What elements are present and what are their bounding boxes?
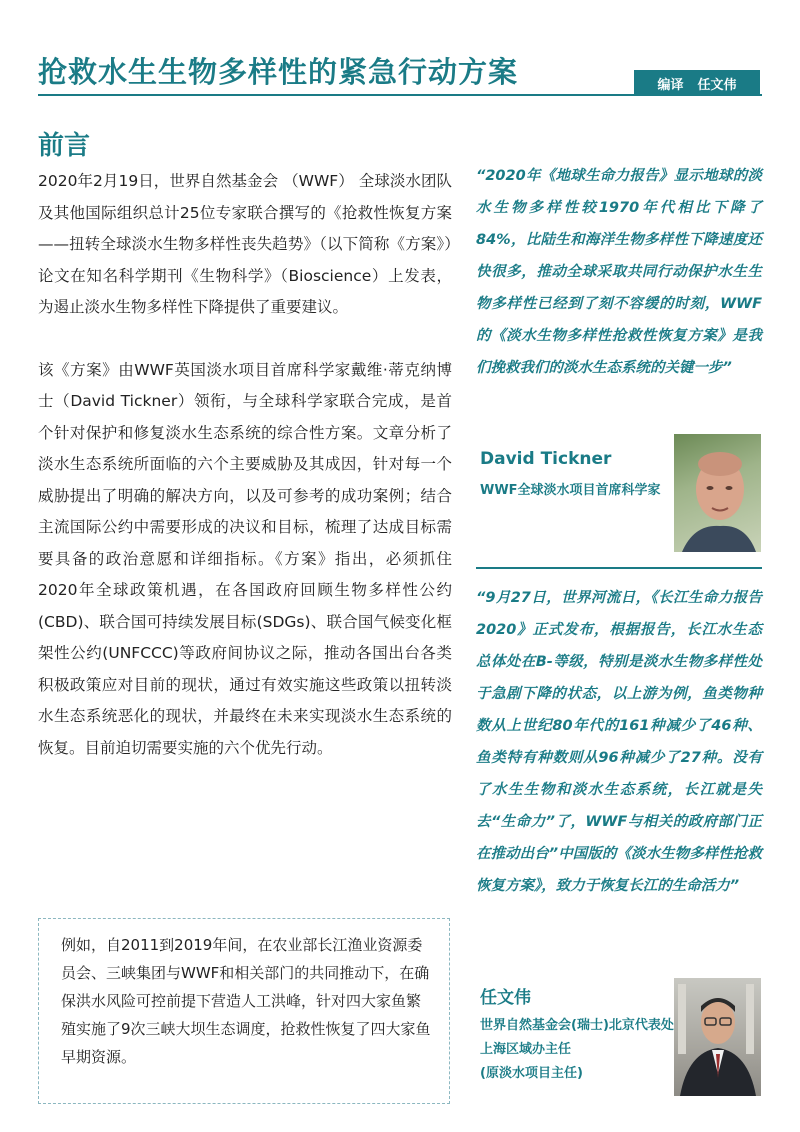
editor-badge <box>634 70 760 96</box>
sidebar-divider <box>476 567 762 569</box>
person-title-line: WWF全球淡水项目首席科学家 <box>480 483 661 498</box>
body-text <box>38 166 452 764</box>
editor-label: 编译 <box>657 77 684 93</box>
quote-1-person-title <box>480 479 661 503</box>
portrait-illustration <box>674 434 761 552</box>
editor-name: 任文伟 <box>697 77 737 93</box>
example-box: 例如，自2011到2019年间，在农业部长江渔业资源委员会、三峡集团与WWF和相关部门的共同推动下，在确保洪水风险可控前提下营造人工洪峰，针对四大家鱼繁殖实施了9次三峡大坝生态调度，抢救性恢复了四大家鱼早期资源。 <box>38 918 450 1104</box>
quote-2: “9月27日，世界河流日，《长江生命力报告2020》正式发布，根据报告，长江水生态总体处在B-等级，特别是淡水生物多样性处于急剧下降的状态，以上游为例，鱼类物种数从上世纪80年代的161种减少了46种、鱼类特有种数则从96种减少了27种。没有了水生生物和淡水生态系统，长江就是失去“生命力”了，WWF与相关的政府部门正在推动出台”中国版的《淡水生物多样性抢救恢复方案》，致力于恢复长江的生命活力” <box>476 590 762 894</box>
person-title-line: (原淡水项目主任) <box>480 1066 583 1081</box>
body-paragraph-2: 该《方案》由WWF英国淡水项目首席科学家戴维·蒂克纳博士（David Tickner）领衔，与全球科学家联合完成，是首个针对保护和修复淡水生态系统的综合性方案。文章分析了淡水生态系统所面临的六个主要威胁及其成因，针对每一个威胁提出了明确的解决方向，以及可参考的成功案例；结合主流国际公约中需要形成的决议和目标，梳理了达成目标需要具备的政治意愿和详细指标。《方案》指出，必须抓住2020年全球政策机遇，在各国政府回顾生物多样性公约(CBD)、联合国可持续发展目标(SDGs)、联合国气候变化框架性公约(UNFCCC)等政府间协议之际，推动各国出台各类积极政策应对目前的现状，通过有效实施这些政策以扭转淡水生态系统恶化的现状，并最终在未来实现淡水生态系统的恢复。目前迫切需要实施的六个优先行动。 <box>38 360 452 757</box>
quote-2-person-name: 任文伟 <box>480 988 531 1008</box>
section-heading: 前言 <box>38 131 91 161</box>
page-title: 抢救水生生物多样性的紧急行动方案 <box>38 55 519 89</box>
person-title-line: 世界自然基金会(瑞士)北京代表处 <box>480 1018 674 1033</box>
quote-1: “2020年《地球生命力报告》显示地球的淡水生物多样性较1970年代相比下降了84%，比陆生和海洋生物多样性下降速度还快很多，推动全球采取共同行动保护水生生物多样性已经到了刻不容缓的时刻，WWF的《淡水生物多样性抢救性恢复方案》是我们挽救我们的淡水生态系统的关键一步” <box>476 168 762 376</box>
quote-2-person-title <box>480 1014 674 1086</box>
body-paragraph-1: 2020年2月19日，世界自然基金会 （WWF） 全球淡水团队及其他国际组织总计25位专家联合撰写的《抢救性恢复方案——扭转全球淡水生物多样性丧失趋势》（以下简称《方案》）论文在知名科学期刊《生物科学》（Bioscience）上发表，为遏止淡水生物多样性下降提供了重要建议。 <box>38 172 452 316</box>
portrait-photo-david-tickner <box>674 434 761 552</box>
portrait-illustration <box>674 978 761 1096</box>
person-title-line: 上海区域办主任 <box>480 1042 572 1057</box>
portrait-photo-ren-wenwei <box>674 978 761 1096</box>
quote-1-person-name: David Tickner <box>480 449 612 469</box>
